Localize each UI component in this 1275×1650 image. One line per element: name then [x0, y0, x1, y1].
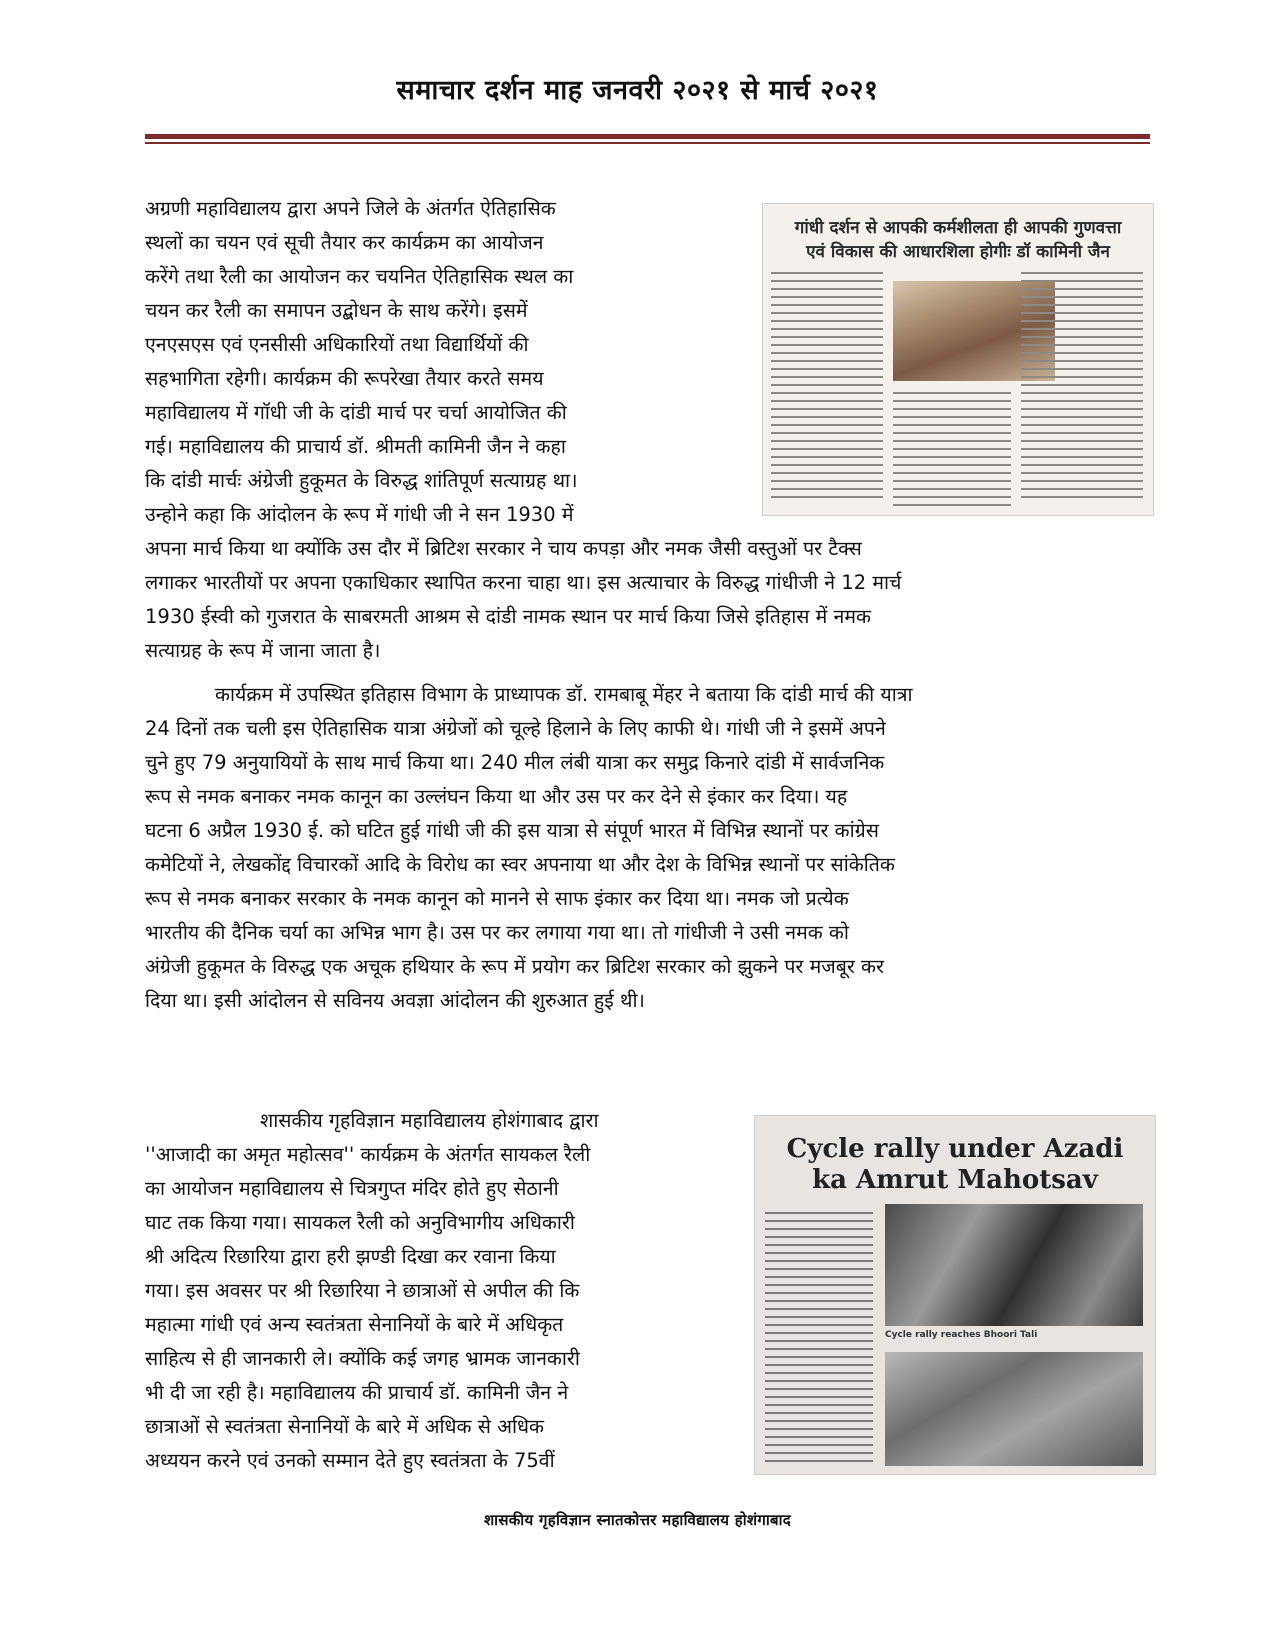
clipping-headline — [763, 1134, 1147, 1196]
text-line: कार्यक्रम में उपस्थित इतिहास विभाग के प्राध्यापक डॉ. रामबाबू मेंहर ने बताया कि दांडी मार्च की यात्रा — [215, 683, 913, 706]
text-line: 24 दिनों तक चली इस ऐतिहासिक यात्रा अंग्रेजों को चूल्हे हिलाने के लिए काफी थे। गांधी जी ने इसमें अपने — [145, 717, 886, 740]
article1-full-text — [145, 532, 1145, 668]
newspaper-clipping-cycle-rally — [754, 1115, 1156, 1475]
clipping-headline-line: Cycle rally under Azadi — [786, 1134, 1124, 1164]
text-line: अग्रणी महाविद्यालय द्वारा अपने जिले के अंतर्गत ऐतिहासिक — [145, 197, 556, 220]
clipping-photo — [885, 1352, 1143, 1466]
text-line: लगाकर भारतीयों पर अपना एकाधिकार स्थापित करना चाहा था। इस अत्याचार के विरुद्ध गांधीजी ने 12 मार्च — [145, 571, 902, 594]
text-line: कि दांडी मार्चः अंग्रेजी हुकूमत के विरुद्ध शांतिपूर्ण सत्याग्रह था। — [145, 469, 578, 492]
clipping-column-left — [771, 272, 883, 504]
text-line: दिया था। इसी आंदोलन से सविनय अवज्ञा आंदोलन की शुरुआत हुई थी। — [145, 989, 645, 1012]
clipping-photo-caption: Cycle rally reaches Bhoori Tali — [885, 1330, 1038, 1340]
text-line: साहित्य से ही जानकारी ले। क्योंकि कई जगह भ्रामक जानकारी — [145, 1347, 580, 1370]
text-line: गया। इस अवसर पर श्री रिछारिया ने छात्राओं से अपील की कि — [145, 1279, 580, 1302]
text-line: उन्होने कहा कि आंदोलन के रूप में गांधी जी ने सन 1930 में — [145, 503, 574, 526]
text-line: गई। महाविद्यालय की प्राचार्य डॉ. श्रीमती कामिनी जैन ने कहा — [145, 435, 566, 458]
clipping-column-right — [1021, 272, 1143, 504]
text-line: महात्मा गांधी एवं अन्य स्वतंत्रता सेनानियों के बारे में अधिकृत — [145, 1313, 564, 1336]
header-divider — [145, 134, 1150, 139]
clipping-headline-line: एवं विकास की आधारशिला होगीः डॉ कामिनी जैन — [806, 242, 1110, 262]
clipping-column-left — [765, 1212, 873, 1468]
text-line: का आयोजन महाविद्यालय से चित्रगुप्त मंदिर होते हुए सेठानी — [145, 1177, 559, 1200]
clipping-column-mid — [893, 392, 1011, 512]
text-line: एनएसएस एवं एनसीसी अधिकारियों तथा विद्यार्थियों की — [145, 333, 529, 356]
page-footer: शासकीय गृहविज्ञान स्नातकोत्तर महाविद्यालय होशंगाबाद — [483, 1511, 792, 1529]
clipping-photo — [885, 1204, 1143, 1326]
text-line: सत्याग्रह के रूप में जाना जाता है। — [145, 639, 381, 662]
text-line: रूप से नमक बनाकर सरकार के नमक कानून को मानने से साफ इंकार कर दिया था। नमक जो प्रत्येक — [145, 887, 849, 910]
clipping-headline — [771, 216, 1145, 264]
text-line: घाट तक किया गया। सायकल रैली को अनुविभागीय अधिकारी — [145, 1211, 575, 1234]
text-line: भारतीय की दैनिक चर्या का अभिन्न भाग है। उस पर कर लगाया गया था। तो गांधीजी ने उसी नमक को — [145, 921, 849, 944]
text-line: करेंगे तथा रैली का आयोजन कर चयनित ऐतिहासिक स्थल का — [145, 265, 574, 288]
text-line: कमेटियों ने, लेखकोंद्द विचारकों आदि के विरोध का स्वर अपनाया था और देश के विभिन्न स्थानों पर सांकेतिक — [145, 853, 895, 876]
text-line: चयन कर रैली का समापन उद्बोधन के साथ करेंगे। इसमें — [145, 299, 528, 322]
text-line: शासकीय गृहविज्ञान महाविद्यालय होशंगाबाद द्वारा — [260, 1109, 599, 1132]
article1-wrapped-text — [145, 192, 727, 532]
text-line: महाविद्यालय में गॉधी जी के दांडी मार्च पर चर्चा आयोजित की — [145, 401, 567, 424]
text-line: ''आजादी का अमृत महोत्सव'' कार्यक्रम के अंतर्गत सायकल रैली — [145, 1143, 591, 1166]
clipping-headline-line: ka Amrut Mahotsav — [812, 1165, 1098, 1195]
text-line: छात्राओं से स्वतंत्रता सेनानियों के बारे में अधिक से अधिक — [145, 1415, 545, 1438]
text-line: घटना 6 अप्रैल 1930 ई. को घटित हुई गांधी जी की इस यात्रा से संपूर्ण भारत में विभिन्न स्थानों पर कांग्रेस — [145, 819, 879, 842]
newspaper-clipping-gandhi-darshan — [762, 203, 1154, 516]
text-line: अंग्रेजी हुकूमत के विरुद्ध एक अचूक हथियार के रूप में प्रयोग कर ब्रिटिश सरकार को झुकने पर मजबूर कर — [145, 955, 884, 978]
text-line: भी दी जा रही है। महाविद्यालय की प्राचार्य डॉ. कामिनी जैन ने — [145, 1381, 569, 1404]
text-line: रूप से नमक बनाकर नमक कानून का उल्लंघन किया था और उस पर कर देने से इंकार कर दिया। यह — [145, 785, 848, 808]
text-line: अध्ययन करने एवं उनको सम्मान देते हुए स्वतंत्रता के 75वीं — [145, 1449, 555, 1472]
text-line: स्थलों का चयन एवं सूची तैयार कर कार्यक्रम का आयोजन — [145, 231, 544, 254]
header-divider-thin — [145, 142, 1150, 144]
clipping-headline-line: गांधी दर्शन से आपकी कर्मशीलता ही आपकी गुणवत्ता — [794, 218, 1122, 238]
text-line: श्री अदित्य रिछारिया द्वारा हरी झण्डी दिखा कर रवाना किया — [145, 1245, 556, 1268]
article2-text — [145, 678, 1145, 1018]
text-line: अपना मार्च किया था क्योंकि उस दौर में ब्रिटिश सरकार ने चाय कपड़ा और नमक जैसी वस्तुओं पर टैक्स — [145, 537, 862, 560]
article3-text — [145, 1104, 730, 1478]
text-line: 1930 ईस्वी को गुजरात के साबरमती आश्रम से दांडी नामक स्थान पर मार्च किया जिसे इतिहास में नमक — [145, 605, 871, 628]
page-title: समाचार दर्शन माह जनवरी २०२१ से मार्च २०२१ — [396, 75, 879, 106]
text-line: सहभागिता रहेगी। कार्यक्रम की रूपरेखा तैयार करते समय — [145, 367, 544, 390]
text-line: चुने हुए 79 अनुयायियों के साथ मार्च किया था। 240 मील लंबी यात्रा कर समुद्र किनारे दांडी में सार्वजनिक — [145, 751, 885, 774]
